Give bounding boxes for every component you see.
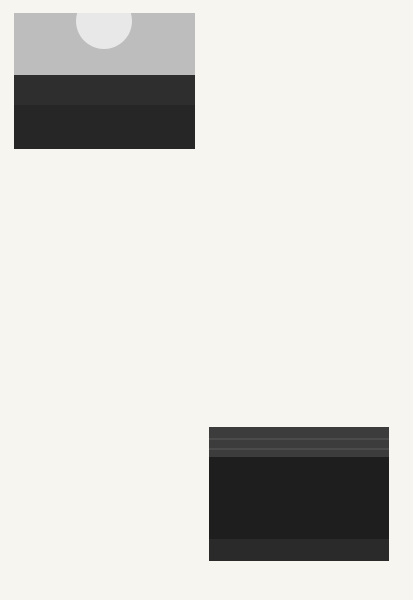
- champion-team-photo: [14, 13, 195, 149]
- office-team-photo: [209, 427, 389, 561]
- team-photo-icon: [209, 427, 389, 561]
- team-photo-icon: [14, 13, 195, 149]
